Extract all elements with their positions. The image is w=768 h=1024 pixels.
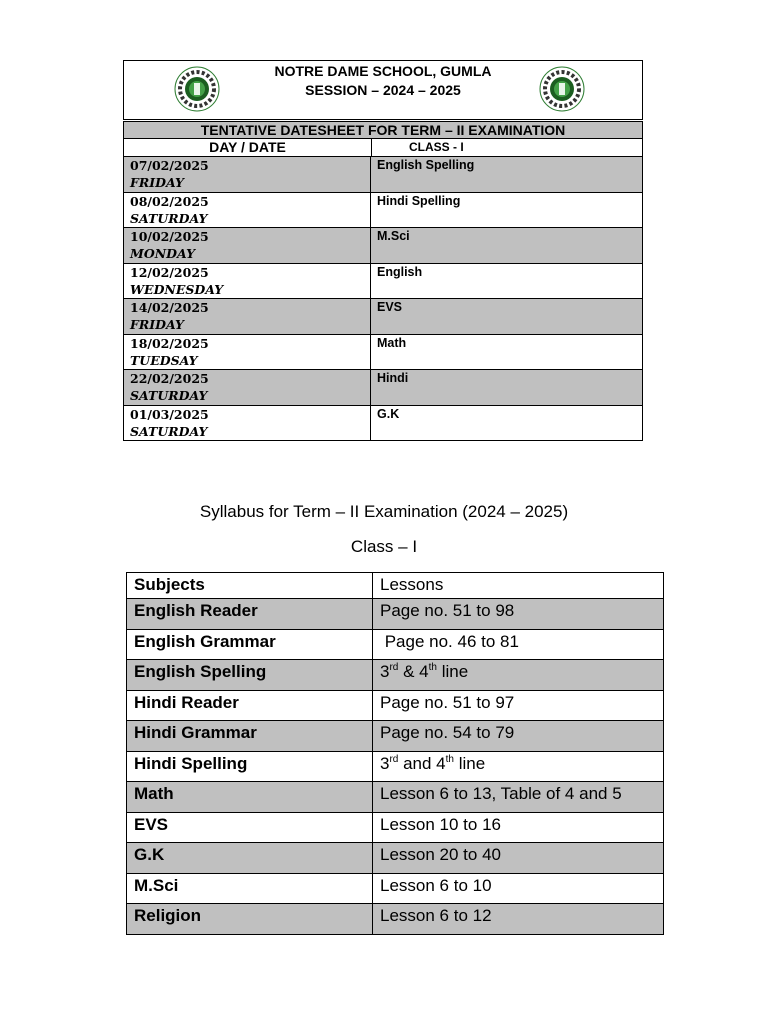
- exam-subject: Hindi Spelling: [377, 193, 461, 208]
- syllabus-subject: Religion: [134, 906, 202, 925]
- school-logo-right-icon: [539, 66, 585, 112]
- date-cell: [124, 406, 371, 441]
- datesheet-row: [123, 228, 643, 264]
- exam-day: SATURDAY: [130, 210, 208, 226]
- syllabus-subject: English Spelling: [134, 662, 267, 681]
- syllabus-table: [126, 572, 664, 935]
- school-header: [123, 60, 643, 120]
- exam-date: 14/02/2025: [130, 300, 209, 315]
- class-column-header-cell: [371, 139, 645, 156]
- syllabus-header-row: [126, 572, 664, 599]
- exam-day: WEDNESDAY: [130, 281, 224, 297]
- exam-date: 18/02/2025: [130, 335, 209, 351]
- syllabus-subject: Hindi Spelling: [134, 753, 248, 773]
- day-date-column-header: DAY / DATE: [209, 139, 286, 155]
- syllabus-row: [126, 630, 664, 661]
- syllabus-subject: G.K: [134, 845, 165, 864]
- exam-subject: EVS: [377, 300, 403, 314]
- datesheet-row: [123, 193, 643, 229]
- exam-subject: English Spelling: [377, 158, 475, 172]
- date-cell: [124, 228, 371, 263]
- date-cell: [124, 299, 371, 334]
- school-name: NOTRE DAME SCHOOL, GUMLA: [274, 63, 492, 79]
- syllabus-lesson: Lesson 10 to 16: [380, 814, 501, 834]
- syllabus-lesson: Lesson 6 to 10: [380, 875, 492, 895]
- date-cell: [124, 157, 371, 192]
- datesheet-header-row: [123, 139, 643, 157]
- datesheet-row: [123, 299, 643, 335]
- exam-day: MONDAY: [130, 246, 195, 261]
- date-cell: [124, 335, 371, 370]
- syllabus-row: [126, 599, 664, 630]
- syllabus-subject: M.Sci: [134, 875, 179, 895]
- syllabus-row: [126, 691, 664, 722]
- lessons-column-header: Lessons: [380, 575, 444, 594]
- syllabus-subject: English Reader: [134, 601, 258, 620]
- syllabus-subject: EVS: [134, 814, 169, 834]
- date-cell: [124, 193, 371, 228]
- syllabus-row: [126, 874, 664, 905]
- exam-day: SATURDAY: [130, 423, 208, 439]
- datesheet-row: [123, 264, 643, 300]
- syllabus-lesson: 3rd & 4th line: [380, 662, 469, 681]
- exam-day: TUEDSAY: [130, 352, 198, 368]
- syllabus-lesson: Page no. 54 to 79: [380, 723, 515, 742]
- syllabus-lesson: Page no. 51 to 97: [380, 692, 515, 712]
- subjects-column-header: Subjects: [134, 575, 205, 594]
- exam-day: FRIDAY: [130, 317, 184, 332]
- date-cell: [124, 264, 371, 299]
- datesheet-row: [123, 406, 643, 442]
- syllabus-row: [126, 752, 664, 783]
- session-title: SESSION – 2024 – 2025: [305, 82, 461, 98]
- syllabus-row: [126, 660, 664, 691]
- exam-day: FRIDAY: [130, 175, 184, 190]
- syllabus-row: [126, 813, 664, 844]
- exam-date: 07/02/2025: [130, 158, 209, 173]
- exam-subject: English: [377, 264, 423, 279]
- datesheet-title: TENTATIVE DATESHEET FOR TERM – II EXAMINATION: [123, 121, 643, 139]
- datesheet-row: [123, 335, 643, 371]
- date-cell: [124, 370, 371, 405]
- exam-date: 01/03/2025: [130, 406, 209, 422]
- syllabus-subject: Hindi Grammar: [134, 723, 257, 742]
- syllabus-subject: Math: [134, 784, 174, 803]
- syllabus-lesson: Page no. 46 to 81: [380, 631, 519, 651]
- datesheet-table: [123, 157, 643, 441]
- exam-subject: Math: [377, 335, 407, 350]
- exam-date: 12/02/2025: [130, 264, 209, 280]
- exam-day: SATURDAY: [130, 388, 208, 403]
- exam-subject: M.Sci: [377, 229, 410, 243]
- syllabus-lesson: Lesson 6 to 12: [380, 906, 492, 925]
- exam-date: 08/02/2025: [130, 193, 209, 209]
- syllabus-row: [126, 782, 664, 813]
- syllabus-lesson: 3rd and 4th line: [380, 753, 486, 773]
- syllabus-class-label: Class – I: [350, 537, 418, 556]
- syllabus-lesson: Lesson 6 to 13, Table of 4 and 5: [380, 784, 622, 803]
- datesheet-row: [123, 370, 643, 406]
- syllabus-row: [126, 904, 664, 935]
- syllabus-row: [126, 721, 664, 752]
- syllabus-lesson: Page no. 51 to 98: [380, 601, 515, 620]
- class-column-header: CLASS - I: [409, 140, 464, 154]
- syllabus-subject: English Grammar: [134, 631, 276, 651]
- datesheet-row: [123, 157, 643, 193]
- syllabus-row: [126, 843, 664, 874]
- syllabus-lesson: Lesson 20 to 40: [380, 845, 501, 864]
- syllabus-title: Syllabus for Term – II Examination (2024 – 2025): [199, 502, 569, 521]
- exam-date: 10/02/2025: [130, 229, 209, 244]
- exam-date: 22/02/2025: [130, 371, 209, 386]
- exam-subject: G.K: [377, 406, 400, 421]
- syllabus-subject: Hindi Reader: [134, 692, 239, 712]
- exam-subject: Hindi: [377, 371, 409, 385]
